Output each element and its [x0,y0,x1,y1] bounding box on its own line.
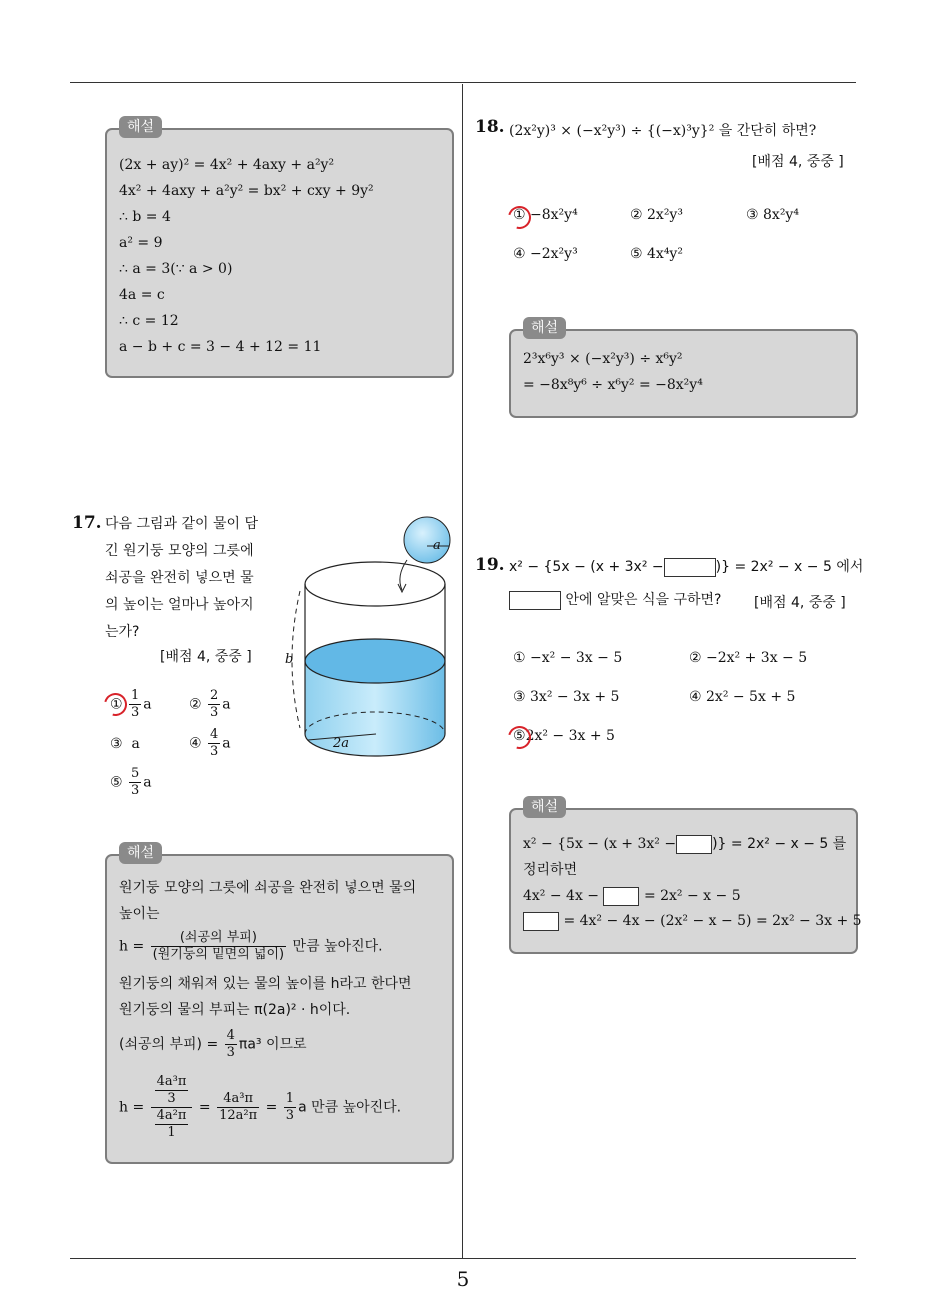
question-text-line: 는가? [105,624,140,640]
option-17-5[interactable]: ⑤ $\frac{5}{3}$ a [110,766,152,798]
solution-box-19 [509,799,862,954]
solution-tag: 해설 [523,796,566,818]
question-number-19: 19. [475,555,505,575]
answer-blank [509,591,561,610]
question-text-19-line2: 안에 알맞은 식을 구하면? [509,587,721,614]
solution-tag: 해설 [119,842,162,864]
option-18-1[interactable]: ① −8x²y⁴ [513,207,578,223]
option-19-5[interactable]: ⑤2x² − 3x + 5 [513,728,615,744]
solution-line: ∴ b = 4 [119,209,171,225]
solution-line: = −8x⁸y⁶ ÷ x⁶y² = −8x²y⁴ [523,377,703,393]
solution-tag: 해설 [523,317,566,339]
question-number-18: 18. [475,117,505,137]
top-rule [70,82,856,83]
question-score-19: [배점 4, 중중 ] [754,595,846,611]
column-divider [462,84,463,1258]
solution-line: a² = 9 [119,235,163,251]
solution-line: a − b + c = 3 − 4 + 12 = 11 [119,339,322,355]
solution-line: 4x² − 4x − = 2x² − x − 5 [523,888,741,904]
option-19-1[interactable]: ① −x² − 3x − 5 [513,650,623,666]
option-18-2[interactable]: ② 2x²y³ [630,207,683,223]
option-19-3[interactable]: ③ 3x² − 3x + 5 [513,689,620,705]
question-text-line: 다음 그림과 같이 물이 담 [105,516,259,532]
solution-box-18 [509,320,858,418]
answer-blank [603,887,639,906]
solution-line: 4a = c [119,287,165,303]
solution-line: h = $\frac{\text{(쇠공의 부피)}}{\text{(원기둥의 밑면의 넓이)}}$ 만큼 높아진다. [119,930,383,962]
option-18-3[interactable]: ③ 8x²y⁴ [746,207,799,223]
solution-line: 4x² + 4axy + a²y² = bx² + cxy + 9y² [119,183,374,199]
question-text-17 [105,511,258,646]
solution-line: x² − {5x − (x + 3x² − )} = 2x² − x − 5 를 [523,836,847,852]
option-17-1[interactable]: ① $\frac{1}{3}$ a [110,688,152,720]
question-text-line: 의 높이는 얼마나 높아지 [105,597,254,613]
answer-blank [664,558,716,577]
question-score-17: [배점 4, 중중 ] [160,649,252,665]
bottom-rule [70,1258,856,1259]
solution-line: ∴ c = 12 [119,313,179,329]
solution-line: ∴ a = 3(∵ a > 0) [119,261,233,277]
solution-line: 정리하면 [523,862,578,878]
option-19-2[interactable]: ② −2x² + 3x − 5 [689,650,808,666]
solution-line: 2³x⁶y³ × (−x²y³) ÷ x⁶y² [523,351,683,367]
solution-line: (2x + ay)² = 4x² + 4axy + a²y² [119,157,335,173]
solution-line: = 4x² − 4x − (2x² − x − 5) = 2x² − 3x + 5 [523,911,862,931]
solution-line: h = $\frac{\frac{\text{4a³π}}{3}}{\frac{\text{4a²π}}{1}}$ = $\frac{\text{4a³π}}{\text{12a²π}}$ = $\frac{1}{3}$ a 만큼 높아진다. [119,1074,402,1140]
base-label: 2a [333,736,350,751]
answer-blank [676,835,712,854]
solution-line: (쇠공의 부피) = $\frac{4}{3}$ πa³ 이므로 [119,1028,307,1060]
answer-circle-mark [504,722,535,753]
cylinder-figure [280,516,455,776]
height-label: b [285,652,294,667]
solution-tag: 해설 [119,116,162,138]
option-18-5[interactable]: ⑤ 4x⁴y² [630,246,683,262]
answer-blank [523,912,559,931]
option-18-4[interactable]: ④ −2x²y³ [513,246,578,262]
sphere-radius-label: a [433,538,441,553]
solution-line: 높이는 [119,906,160,922]
option-19-4[interactable]: ④ 2x² − 5x + 5 [689,689,796,705]
solution-line: 원기둥의 채워져 있는 물의 높이를 h라고 한다면 [119,976,412,992]
solution-line: 원기둥 모양의 그릇에 쇠공을 완전히 넣으면 물의 [119,880,417,896]
question-text-line: 쇠공을 완전히 넣으면 물 [105,570,254,586]
question-text-18: (2x²y)³ × (−x²y³) ÷ {(−x)³y}² 을 간단히 하면? [509,123,817,139]
option-17-2[interactable]: ② $\frac{2}{3}$ a [189,688,231,720]
option-17-3[interactable]: ③ a [110,736,140,752]
solution-box-16 [105,119,454,378]
question-number-17: 17. [72,513,102,533]
option-17-4[interactable]: ④ $\frac{4}{3}$ a [189,727,231,759]
solution-line: 원기둥의 물의 부피는 π(2a)² · h이다. [119,1002,351,1018]
question-score-18: [배점 4, 중중 ] [752,154,844,170]
question-text-19: x² − {5x − (x + 3x² − )} = 2x² − x − 5 에서 [509,559,864,575]
page-number: 5 [456,1267,470,1291]
solution-box-17 [105,845,454,1164]
question-text-line: 긴 원기둥 모양의 그릇에 [105,543,254,559]
